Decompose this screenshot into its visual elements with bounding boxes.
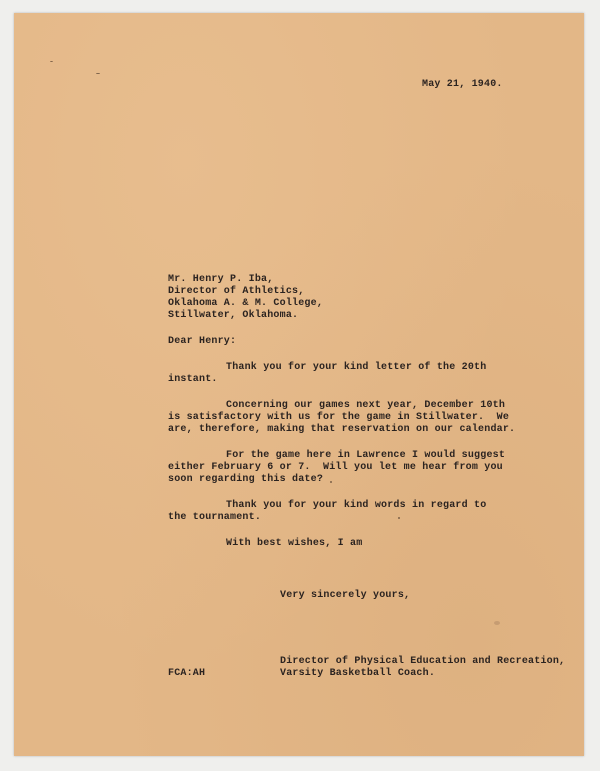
paragraph-1-line-2: instant. — [168, 374, 218, 385]
reference-initials: FCA:AH — [168, 668, 206, 679]
address-line-1: Mr. Henry P. Iba, — [168, 274, 274, 285]
signature-title-line-1: Director of Physical Education and Recreation, — [280, 656, 566, 667]
paper-speck — [96, 73, 100, 74]
paragraph-3-line-2: either February 6 or 7. Will you let me hear from you — [168, 462, 503, 473]
letter-page — [14, 13, 584, 756]
paragraph-3-line-3: soon regarding this date? — [168, 474, 324, 485]
address-line-4: Stillwater, Oklahoma. — [168, 310, 299, 321]
complimentary-close: Very sincerely yours, — [280, 590, 411, 601]
paper-stain — [494, 621, 500, 625]
paper-speck — [398, 517, 400, 519]
paper-speck — [50, 61, 53, 62]
paragraph-2-line-3: are, therefore, making that reservation on our calendar. — [168, 424, 516, 435]
address-line-3: Oklahoma A. & M. College, — [168, 298, 324, 309]
paragraph-2-line-1: Concerning our games next year, December 10th — [226, 400, 506, 411]
address-line-2: Director of Athletics, — [168, 286, 305, 297]
salutation: Dear Henry: — [168, 336, 237, 347]
paragraph-5-line-1: With best wishes, I am — [226, 538, 363, 549]
paragraph-1-line-1: Thank you for your kind letter of the 20th — [226, 362, 487, 373]
paragraph-2-line-2: is satisfactory with us for the game in Stillwater. We — [168, 412, 510, 423]
paragraph-4-line-2: the tournament. — [168, 512, 262, 523]
letter-date: May 21, 1940. — [422, 79, 503, 90]
paragraph-4-line-1: Thank you for your kind words in regard to — [226, 500, 487, 511]
signature-title-line-2: Varsity Basketball Coach. — [280, 668, 436, 679]
paragraph-3-line-1: For the game here in Lawrence I would suggest — [226, 450, 506, 461]
paper-speck — [330, 481, 332, 483]
